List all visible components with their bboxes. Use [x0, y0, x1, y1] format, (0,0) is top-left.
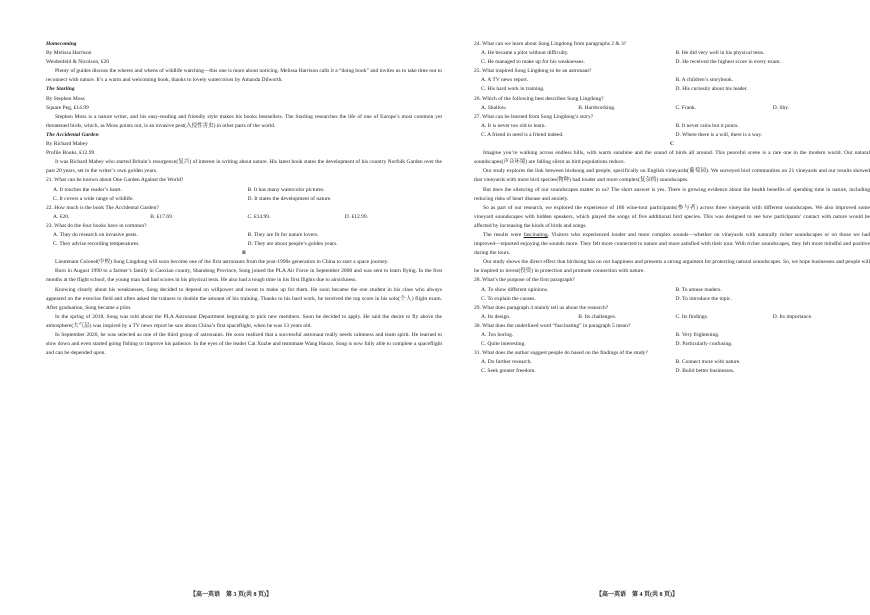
- option-c: C. ₤14.99.: [247, 213, 271, 220]
- option-d: D. His curiosity about his leader.: [675, 86, 748, 93]
- book-publisher: Weidenfeld & Nicolson, ₤20: [46, 59, 110, 66]
- passage-c-paragraph: Our study explores the link between birdsong and people, specifically on English vineyards(葡萄园). We surveyed bird communities on 21 vineyards and our results showed that vineyards with more bird species(物种) had louder and more complex(复杂的) soundscapes.: [474, 168, 870, 184]
- option-d: D. Its importance.: [772, 313, 813, 320]
- option-c: C. He managed to make up for his weaknesses.: [481, 59, 585, 66]
- book-title: The Starling: [46, 86, 75, 93]
- option-d: D. ₤12.99.: [344, 213, 368, 220]
- option-c: C. They advise recording temperatures.: [53, 241, 140, 248]
- question-24-options: [474, 49, 870, 67]
- option-c: C. It covers a wide range of wildlife.: [53, 195, 134, 202]
- underlined-word: fascinating: [523, 231, 548, 238]
- option-c: C. His hard work in training.: [481, 86, 545, 93]
- question-26-stem: 26. Which of the following best describes Song Lingdong?: [474, 95, 604, 102]
- book-title: Homecoming: [46, 41, 77, 47]
- book-description: Stephen Moss is a nature writer, and his easy-reading and friendly style makes his books bestsellers. The Starling researches the life of one of Europe’s most common yet threatened birds, which, as Moss points out, is an invasive pest(入侵性害虫) in other parts of the world.: [46, 113, 442, 129]
- paragraph-5-start: The results were: [483, 231, 524, 238]
- passage-b-paragraph: Knowing clearly about his weaknesses, Song decided to depend on willpower and sweat to make up for them. He soon became the one student in his class who always appeared on the exercise field and often asked the trainers to double the amount of his training. Thanks to his hard work, he received the top score in his solo(个人) flight exam. After graduation, Song became a pilot.: [46, 286, 442, 311]
- page-footer-right: 【高一英语 第 4 页(共 8 页)】: [596, 592, 678, 598]
- book-author: By Stephen Moss: [46, 95, 85, 102]
- option-a: A. It is never too old to learn.: [481, 122, 546, 129]
- option-b: B. They are fit for nature lovers.: [247, 231, 319, 238]
- option-d: D. Particularly confusing.: [675, 341, 733, 348]
- question-28-options: [474, 286, 870, 304]
- option-c: C. Frank.: [675, 104, 697, 111]
- question-27-stem: 27. What can be learned from Song Lingdong’s story?: [474, 113, 594, 120]
- option-d: D. Shy.: [772, 104, 790, 111]
- option-b: B. Hardworking.: [578, 104, 616, 111]
- option-d: D. Build better businesses.: [675, 368, 735, 375]
- book-title: The Accidental Garden: [46, 131, 99, 138]
- option-b: B. Connect more with nature.: [675, 359, 741, 366]
- question-31-stem: 31. What does the author suggest people do based on the findings of the study?: [474, 350, 648, 357]
- passage-b-paragraph: Lieutenant Colonel(中校) Song Lingdong will soon become one of the first astronauts from the post-1990s generation in China to start a space journey.: [55, 259, 389, 266]
- option-a: A. Shallow.: [481, 104, 507, 111]
- question-30-options: [474, 331, 870, 349]
- option-b: B. ₤17.69.: [150, 213, 174, 220]
- passage-c-paragraph: Our study shows the direct effect that birdsong has on our happiness and presents a strong argument for protecting natural soundscapes. So, we hope businesses and people will be inspired to invest(投资) in protection and promote connection with nature.: [474, 259, 870, 275]
- book-author: By Richard Mabey: [46, 141, 88, 148]
- book-author: By Melissa Harrison: [46, 50, 92, 57]
- question-25-options: [474, 76, 870, 94]
- question-30-stem: 30. What does the underlined word “fascinating” in paragraph 5 mean?: [474, 322, 631, 329]
- paragraph-5-rest: . Visitors who experienced louder and more complex sounds—whether on vineyards with naturally richer soundscapes or on those we had improved—reported enjoying the sounds more. They felt more connected to nature and more satisfied with their tour. With richer soundscapes, they felt more mindful and positive during the tours.: [474, 231, 870, 257]
- passage-b-paragraph: In the spring of 2018, Song was told about the PLA Astronaut Department beginning to pick new members. Soon he decided to apply. He said the desire to fly above the atmosphere(大气层) was inspired by a TV news report he saw about China’s first spaceflight, when he was 13 years old.: [46, 313, 442, 329]
- option-d: D. Where there is a will, there is a way.: [675, 131, 763, 138]
- question-21-stem: 21. What can be known about One Garden Against the World?: [46, 177, 184, 184]
- question-27-options: [474, 122, 870, 140]
- page-right: [474, 40, 870, 376]
- section-c-heading: C: [670, 141, 674, 148]
- page-footer-left: 【高一英语 第 3 页(共 8 页)】: [190, 592, 272, 598]
- option-a: A. He became a pilot without difficulty.: [481, 50, 569, 57]
- option-c: C. A friend in need is a friend indeed.: [481, 131, 564, 138]
- option-a: A. They do research on invasive pests.: [53, 231, 138, 238]
- option-c: C. Its findings.: [675, 313, 709, 320]
- option-c: C. Quite interesting.: [481, 341, 526, 348]
- section-b-heading: B: [242, 250, 246, 257]
- passage-c-paragraph: Imagine you’re walking across endless hills, with warm sunshine and the sound of birds all around. This peaceful scene is a rare one in the modern world. Our natural soundscapes(声音环境) are falling silent as bird populations reduce.: [474, 150, 870, 166]
- passage-c-paragraph: But does the silencing of our soundscapes matter to us? The short answer is yes. There is growing evidence about the health benefits of spending time in nature, including reducing risks of heart disease and anxiety.: [474, 186, 870, 202]
- option-b: B. It has many watercolor pictures.: [247, 186, 325, 193]
- option-b: B. Very frightening.: [675, 332, 720, 338]
- option-b: B. A children’s storybook.: [675, 77, 734, 84]
- question-26-options: [474, 104, 870, 113]
- option-a: A. A TV news report.: [481, 77, 529, 84]
- passage-b-paragraph: Born in August 1990 to a farmer’s family in Caoxian county, Shandong Province, Song joined the PLA Air Force in September 2008 and was sent to learn flying. In the first months at the flight school, the young man had bad scores in his physical tests. He also had a tough time in his first flights due to airsickness.: [46, 268, 442, 284]
- book-description: It was Richard Mabey who started Britain’s resurgence(复兴) of interest in writing about nature. His latest book states the development of his country Norfolk Garden over the past 20 years, set in the writer’s own golden years.: [46, 159, 442, 175]
- book-publisher: Square Peg, ₤14.99: [46, 104, 89, 111]
- question-29-stem: 29. What does paragraph 4 mainly tell us about the research?: [474, 304, 609, 311]
- question-22-options: [46, 213, 442, 222]
- option-a: A. ₤20.: [53, 213, 70, 220]
- passage-c-paragraph-5: [474, 231, 870, 258]
- page-left: [46, 40, 442, 358]
- book-publisher: Profile Books, ₤12.99: [46, 150, 95, 157]
- question-23-options: [46, 231, 442, 249]
- option-c: C. Seek greater freedom.: [481, 368, 536, 375]
- question-24-stem: 24. What can we learn about Song Lingdong from paragraphs 2 & 3?: [474, 41, 627, 47]
- option-a: A. To show different opinions.: [481, 286, 549, 293]
- option-a: A. It touches the reader’s heart.: [53, 186, 123, 193]
- question-22-stem: 22. How much is the book The Accidental Garden?: [46, 204, 159, 211]
- option-c: C. To explain the causes.: [481, 295, 536, 302]
- question-21-options: [46, 186, 442, 204]
- question-25-stem: 25. What inspired Song Lingdong to be an astronaut?: [474, 68, 592, 75]
- option-b: B. Its challenges.: [578, 313, 617, 320]
- question-23-stem: 23. What do the four books have in common?: [46, 222, 147, 229]
- option-d: D. He received the highest score in every exam.: [675, 59, 781, 66]
- option-a: A. Too boring.: [481, 332, 514, 338]
- question-29-options: [474, 313, 870, 322]
- option-b: B. It never rains but it pours.: [675, 122, 739, 129]
- book-description: Plenty of guides discuss the wheres and whens of wildlife watching—this one is more about noticing. Melissa Harrison calls it a “doing book” and invites us to take time out to reconnect with nature. It’s a warm and welcoming book, thanks to lovely watercolors by Amanda Dilworth.: [46, 68, 442, 84]
- question-31-options: [474, 358, 870, 376]
- option-a: A. Do further research.: [481, 359, 532, 366]
- option-b: B. He did very well in his physical tests.: [675, 50, 765, 57]
- question-28-stem: 28. What’s the purpose of the first paragraph?: [474, 277, 575, 284]
- option-d: D. They are about people’s golden years.: [247, 241, 338, 248]
- passage-c-paragraph: So as part of our research, we explored the experience of 186 wine-tour participants(参与者) across three vineyards with different soundscapes. We also improved some vineyard soundscapes with hidden speakers, which played the songs of five additional bird species. This was designed to see how participants’ contact with nature would be affected by increasing the kinds of birds and songs.: [474, 204, 870, 229]
- option-b: B. To amuse readers.: [675, 286, 722, 293]
- option-d: D. To introduce the topic.: [675, 295, 732, 302]
- passage-b-paragraph: In September 2020, he was selected as one of the third group of astronauts. He soon realized that a successful astronaut really needs calmness and team spirit. He learned to slow down and even started going fishing to improve his patience. In the eyes of the leader Cai Xuzhe and teammate Wang Haoze, Song is now fully able to complete a spaceflight and can be depended upon.: [46, 332, 442, 357]
- option-d: D. It states the development of nature.: [247, 195, 332, 202]
- option-a: A. Its design.: [481, 313, 511, 320]
